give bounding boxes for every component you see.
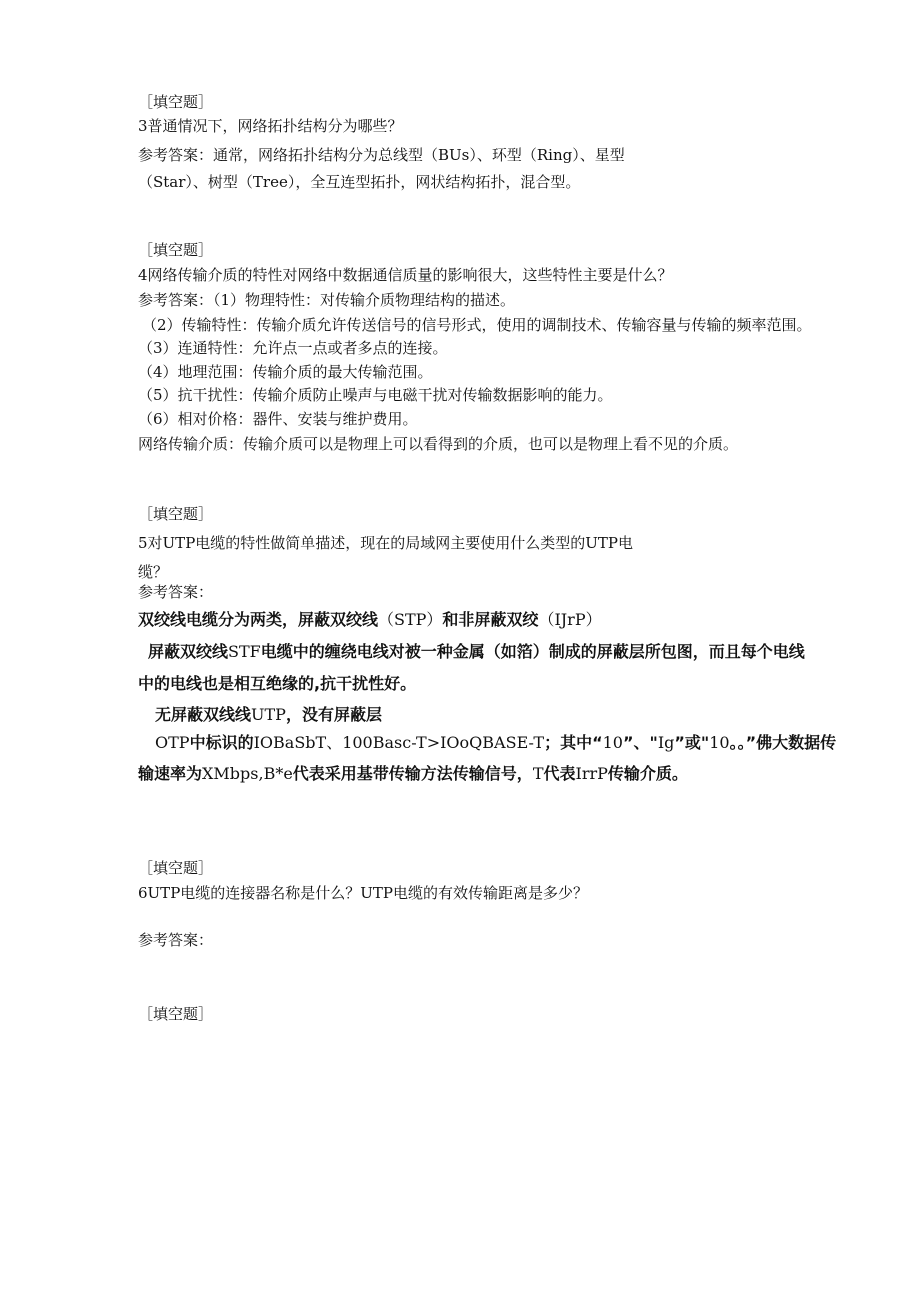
q5-b2a: 屏蔽双绞线 — [148, 642, 229, 661]
q5-body-line2 — [148, 642, 805, 662]
q4-answer-line7: 网络传输介质：传输介质可以是物理上可以看得到的介质，也可以是物理上看不见的介质。 — [138, 435, 739, 453]
q5-body-line6 — [138, 764, 688, 784]
q6-question: 6UTP电缆的连接器名称是什么？UTP电缆的有效传输距离是多少？ — [138, 884, 589, 902]
q7-tag: ［填空题］ — [138, 1005, 214, 1023]
q5-b1b: （STP） — [378, 610, 443, 629]
q3-answer-line1: 参考答案：通常，网络拓扑结构分为总线型（BUs）、环型（Ring）、星型 — [138, 146, 625, 164]
q5-answer-label: 参考答案： — [138, 583, 214, 601]
q5-b2b: STF — [228, 642, 261, 661]
q5-question-line1: 5对UTP电缆的特性做简单描述，现在的局域网主要使用什么类型的UTP电 — [138, 534, 634, 552]
q5-b5d: ；其中“ — [544, 733, 603, 752]
q5-tag: ［填空题］ — [138, 505, 214, 523]
q5-body-line4 — [155, 705, 382, 725]
q3-tag: ［填空题］ — [138, 93, 214, 111]
q5-b5f: ”、" — [622, 733, 658, 752]
q5-b3: 中的电线也是相互绝缘的,抗干扰性好。 — [138, 674, 417, 693]
q4-answer-line4: （4）地理范围：传输介质的最大传输范围。 — [138, 363, 433, 381]
q5-body-line5 — [155, 733, 836, 753]
q5-b6c: 代表采用基带传输方法传输信号， — [292, 764, 533, 783]
q5-body-line3 — [138, 674, 416, 694]
q4-answer-line2: （2）传输特性：传输介质允许传送信号的信号形式，使用的调制技术、传输容量与传输的频率范围。 — [142, 316, 812, 334]
q4-answer-line1: 参考答案：（1）物理特性：对传输介质物理结构的描述。 — [138, 291, 516, 309]
q5-b5h: ”或" — [674, 733, 710, 752]
q5-b5c: IOBaSbT、100Basc-T>IOoQBASE-T — [253, 733, 545, 752]
q6-tag: ［填空题］ — [138, 859, 214, 877]
q5-b6e: 代表 — [543, 764, 576, 783]
q5-b4a: 无屏蔽双线线 — [155, 705, 252, 724]
q5-question-line2: 缆？ — [138, 563, 169, 581]
q5-b1c: 和非屏蔽双绞 — [442, 610, 539, 629]
q4-question: 4网络传输介质的特性对网络中数据通信质量的影响很大，这些特性主要是什么？ — [138, 266, 673, 284]
q3-answer-line2: （Star）、树型（Tree），全互连型拓扑，网状结构拓扑，混合型。 — [138, 173, 581, 191]
q6-answer-label: 参考答案： — [138, 931, 214, 949]
q5-b6b: XMbps,B*e — [202, 764, 293, 783]
q5-b5j: 。。”佛大数据传 — [729, 733, 837, 752]
q4-answer-line6: （6）相对价格：器件、安装与维护费用。 — [138, 410, 418, 428]
q5-b4c: ，没有屏蔽层 — [285, 705, 382, 724]
q4-tag: ［填空题］ — [138, 241, 214, 259]
q5-b4b: UTP — [251, 705, 286, 724]
q4-answer-line3: （3）连通特性：允许点一点或者多点的连接。 — [138, 339, 448, 357]
q3-question: 3普通情况下，网络拓扑结构分为哪些？ — [138, 117, 403, 135]
q5-b5b: 中标识的 — [189, 733, 254, 752]
q5-b5e: 10 — [602, 733, 623, 752]
q5-b6a: 输速率为 — [138, 764, 203, 783]
q4-answer-line5: （5）抗干扰性：传输介质防止噪声与电磁干扰对传输数据影响的能力。 — [138, 386, 613, 404]
q5-b6f: IrrP — [575, 764, 608, 783]
q5-body-line1 — [138, 610, 602, 630]
q5-b5i: 10 — [709, 733, 730, 752]
q5-b5g: Ig — [657, 733, 675, 752]
q5-b2c: 电缆中的缠绕电线对被一种金属（如箔）制成的屏蔽层所包图，而且每个电线 — [260, 642, 805, 661]
q5-b1d: （IJrP） — [538, 610, 602, 629]
q5-b5a: OTP — [155, 733, 190, 752]
q5-b6g: 传输介质。 — [607, 764, 688, 783]
q5-b6d: T — [532, 764, 544, 783]
q5-b1a: 双绞线电缆分为两类，屏蔽双绞线 — [138, 610, 379, 629]
